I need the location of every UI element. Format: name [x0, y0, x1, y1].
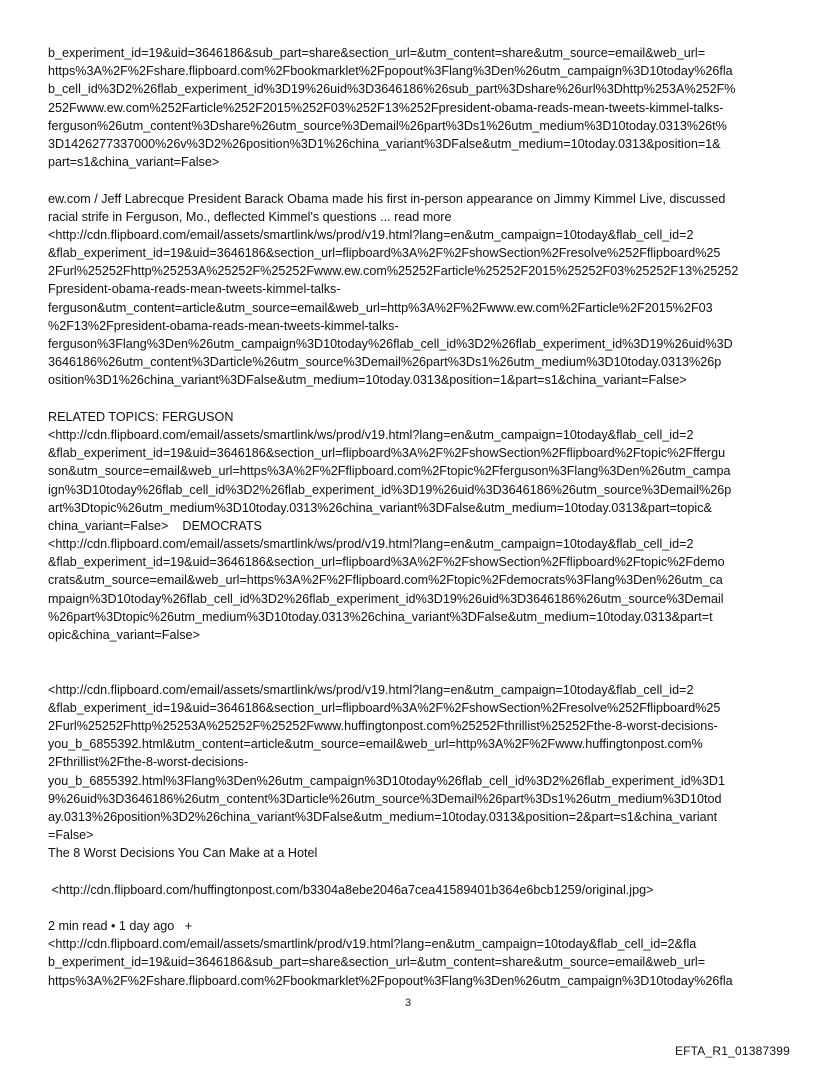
topic-link-line[interactable]: <http://cdn.flipboard.com/email/assets/smartlink/ws/prod/v19.html?lang=en&utm_campaign=10today&flab_cell_id=2 [48, 537, 694, 552]
topic-link-line[interactable]: opic&china_variant=False> [48, 628, 200, 642]
article-link-line[interactable]: %2F13%2Fpresident-obama-reads-mean-tweets-kimmel-talks- [48, 318, 399, 333]
article-link-line[interactable]: Fpresident-obama-reads-mean-tweets-kimmel-talks- [48, 282, 341, 297]
topic-link-line[interactable]: crats&utm_source=email&web_url=https%3A%2F%2Fflipboard.com%2Ftopic%2Fdemocrats%3Flang%3Den%26utm_ca [48, 573, 723, 588]
text-line: ferguson%26utm_content%3Dshare%26utm_source%3Demail%26part%3Ds1%26utm_medium%3D10today.0313%26t% [48, 118, 727, 133]
text-line: 252Fwww.ew.com%252Farticle%252F2015%252F03%252F13%252Fpresident-obama-reads-mean-tweets-kimmel-talks- [48, 100, 724, 115]
image-link-line[interactable]: <http://cdn.flipboard.com/huffingtonpost.com/b3304a8ebe2046a7cea41589401b364e6bcb1259/original.jpg> [48, 882, 654, 897]
share-link-line[interactable]: <http://cdn.flipboard.com/email/assets/smartlink/prod/v19.html?lang=en&utm_campaign=10today&flab_cell_id=2&fla [48, 937, 697, 952]
article-link-line[interactable]: osition%3D1%26china_variant%3DFalse&utm_medium=10today.0313&position=1&part=s1&china_variant=False> [48, 373, 687, 388]
text-line: 3D1426277337000%26v%3D2%26position%3D1%26china_variant%3DFalse&utm_medium=10today.0313&position=1& [48, 136, 721, 151]
hotel-article-block [48, 681, 772, 863]
topic-link-line[interactable]: son&utm_source=email&web_url=https%3A%2F%2Fflipboard.com%2Ftopic%2Fferguson%3Flang%3Den%26utm_campa [48, 464, 731, 479]
topic-link-line[interactable]: art%3Dtopic%26utm_medium%3D10today.0313%26china_variant%3DFalse&utm_medium=10today.0313&part=topic& [48, 500, 712, 515]
article-link-line[interactable]: ay.0313%26position%3D2%26china_variant%3DFalse&utm_medium=10today.0313&position=2&part=s1&china_variant [48, 809, 718, 824]
paragraph-gap [48, 390, 772, 408]
topic-link-line[interactable]: ign%3D10today%26flab_cell_id%3D2%26flab_experiment_id%3D19%26uid%3D3646186%26utm_source%3Demail%26p [48, 482, 732, 497]
article-link-line[interactable]: 2Furl%25252Fhttp%25253A%25252F%25252Fwww.huffingtonpost.com%25252Fthrillist%25252Fthe-8-worst-decisions- [48, 718, 718, 733]
related-topics-block [48, 408, 772, 644]
related-topics-heading: RELATED TOPICS: FERGUSON [48, 409, 234, 424]
paragraph-gap [48, 644, 772, 680]
article-summary-block [48, 190, 772, 390]
article-link-line[interactable]: ferguson&utm_content=article&utm_source=email&web_url=http%3A%2F%2Fwww.ew.com%2Farticle%2F2015%2F03 [48, 300, 713, 315]
text-line: part=s1&china_variant=False> [48, 155, 220, 170]
article-link-line[interactable]: <http://cdn.flipboard.com/email/assets/smartlink/ws/prod/v19.html?lang=en&utm_campaign=10today&flab_cell_id=2 [48, 682, 694, 697]
topic-link-line[interactable]: china_variant=False> DEMOCRATS [48, 518, 262, 533]
paragraph-gap [48, 899, 772, 917]
article-link-line[interactable]: =False> [48, 828, 94, 843]
article-link-line[interactable]: &flab_experiment_id=19&uid=3646186&section_url=flipboard%3A%2F%2FshowSection%2Fresolve%252Fflipboard%25 [48, 700, 721, 715]
share-url-block [48, 44, 772, 171]
share-link-line[interactable]: b_experiment_id=19&uid=3646186&sub_part=share&section_url=&utm_content=share&utm_source=email&web_url= [48, 955, 706, 970]
page-number: 3 [404, 997, 412, 1009]
article-summary-line: ew.com / Jeff Labrecque President Barack Obama made his first in-person appearance on Jimmy Kimmel Live, discussed [48, 191, 726, 206]
article-link-line[interactable]: you_b_6855392.html%3Flang%3Den%26utm_campaign%3D10today%26flab_cell_id%3D2%26flab_experiment_id%3D1 [48, 773, 726, 788]
image-link-block [48, 881, 772, 899]
article-link-line[interactable]: &flab_experiment_id=19&uid=3646186&section_url=flipboard%3A%2F%2FshowSection%2Fresolve%252Fflipboard%25 [48, 246, 721, 261]
read-meta-block [48, 917, 772, 990]
article-link-line[interactable]: 2Furl%25252Fhttp%25253A%25252F%25252Fwww.ew.com%25252Farticle%25252F2015%25252F03%25252F13%25252 [48, 264, 739, 279]
topic-link-line[interactable]: &flab_experiment_id=19&uid=3646186&section_url=flipboard%3A%2F%2FshowSection%2Fflipboard%2Ftopic%2Fdemo [48, 555, 725, 570]
article-link-line[interactable]: 3646186%26utm_content%3Darticle%26utm_source%3Demail%26part%3Ds1%26utm_medium%3D10today.0313%26p [48, 355, 722, 370]
article-link-line[interactable]: <http://cdn.flipboard.com/email/assets/smartlink/ws/prod/v19.html?lang=en&utm_campaign=10today&flab_cell_id=2 [48, 227, 694, 242]
topic-link-line[interactable]: mpaign%3D10today%26flab_cell_id%3D2%26flab_experiment_id%3D19%26uid%3D3646186%26utm_source%3Demail [48, 591, 724, 606]
article-link-line[interactable]: you_b_6855392.html&utm_content=article&utm_source=email&web_url=http%3A%2F%2Fwww.huffingtonpost.com% [48, 737, 703, 752]
text-line: https%3A%2F%2Fshare.flipboard.com%2Fbookmarklet%2Fpopout%3Flang%3Den%26utm_campaign%3D10today%26fla [48, 64, 733, 79]
paragraph-gap [48, 171, 772, 189]
paragraph-gap [48, 862, 772, 880]
text-line: b_cell_id%3D2%26flab_experiment_id%3D19%26uid%3D3646186%26sub_part%3Dshare%26url%3Dhttp%253A%252F% [48, 82, 736, 97]
topic-link-line[interactable]: &flab_experiment_id=19&uid=3646186&section_url=flipboard%3A%2F%2FshowSection%2Fflipboard%2Ftopic%2Fffergu [48, 446, 726, 461]
article-link-line[interactable]: ferguson%3Flang%3Den%26utm_campaign%3D10today%26flab_cell_id%3D2%26flab_experiment_id%3D19%26uid%3D [48, 337, 733, 351]
share-link-line[interactable]: https%3A%2F%2Fshare.flipboard.com%2Fbookmarklet%2Fpopout%3Flang%3Den%26utm_campaign%3D10today%26fla [48, 973, 733, 988]
article-summary-line: racial strife in Ferguson, Mo., deflected Kimmel's questions ... read more [48, 209, 452, 224]
document-body [48, 44, 772, 990]
document-id: EFTA_R1_01387399 [674, 1044, 790, 1058]
article-link-line[interactable]: 9%26uid%3D3646186%26utm_content%3Darticle%26utm_source%3Demail%26part%3Ds1%26utm_medium%3D10tod [48, 791, 722, 806]
topic-link-line[interactable]: %26part%3Dtopic%26utm_medium%3D10today.0313%26china_variant%3DFalse&utm_medium=10today.0313&part=t [48, 609, 713, 624]
article-title: The 8 Worst Decisions You Can Make at a Hotel [48, 846, 318, 861]
article-link-line[interactable]: 2Fthrillist%2Fthe-8-worst-decisions- [48, 755, 249, 770]
text-line: b_experiment_id=19&uid=3646186&sub_part=share&section_url=&utm_content=share&utm_source=email&web_url= [48, 46, 706, 60]
read-time-line: 2 min read • 1 day ago + [48, 919, 193, 934]
topic-link-line[interactable]: <http://cdn.flipboard.com/email/assets/smartlink/ws/prod/v19.html?lang=en&utm_campaign=10today&flab_cell_id=2 [48, 427, 694, 442]
